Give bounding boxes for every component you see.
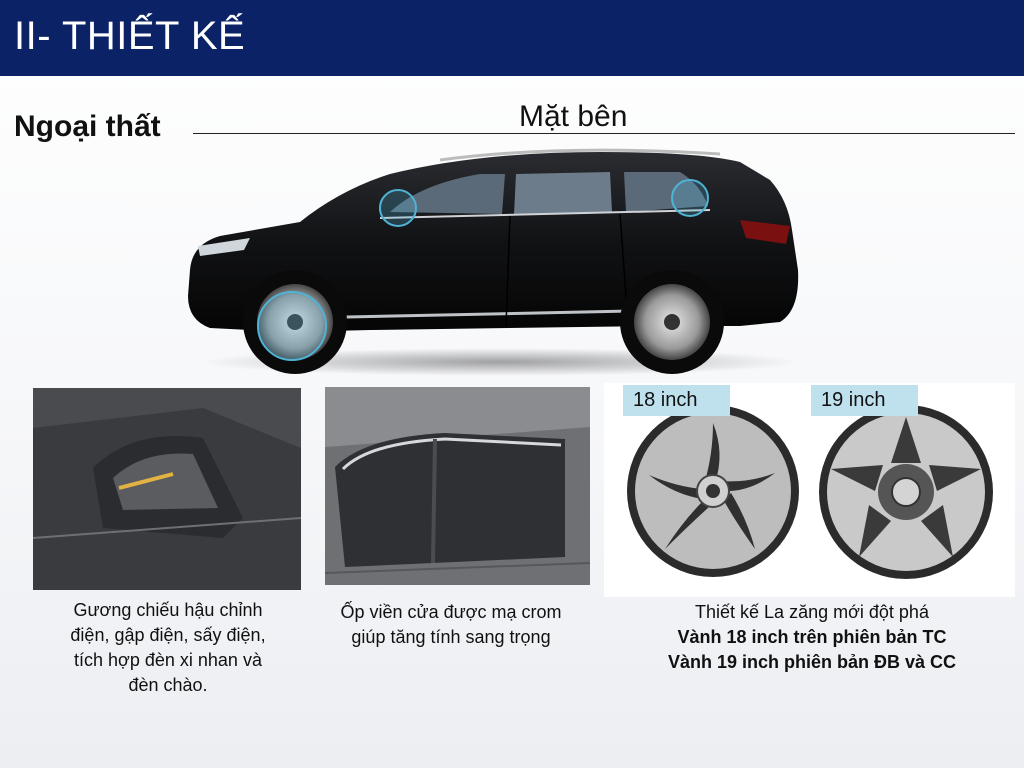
caption-window-line: Ốp viền cửa được mạ crom: [340, 602, 562, 622]
title-bar: [0, 0, 1024, 76]
mirror-photo: [33, 388, 301, 590]
caption-wheels-18: Vành 18 inch trên phiên bản TC: [677, 627, 947, 647]
wheel-18-image: [625, 403, 801, 579]
view-label: Mặt bên: [519, 100, 628, 133]
caption-wheels-19: Vành 19 inch phiên bản ĐB và CC: [667, 652, 957, 672]
slide-title: II- THIẾT KẾ: [14, 14, 246, 58]
section-label: Ngoại thất: [14, 110, 161, 143]
caption-mirror-line: điện, gập điện, sấy điện,: [70, 625, 266, 645]
tag-19-inch: 19 inch: [811, 385, 918, 416]
caption-window-line: giúp tăng tính sang trọng: [351, 627, 551, 647]
caption-window: [316, 600, 586, 650]
window-highlight-icon: [672, 180, 708, 216]
window-trim-photo: [325, 387, 590, 585]
wheel-19-image: [817, 403, 995, 581]
wheel-highlight-icon: [258, 292, 326, 360]
tag-18-inch: 18 inch: [623, 385, 730, 416]
caption-wheels-intro: Thiết kế La zăng mới đột phá: [695, 602, 929, 622]
caption-mirror: [40, 598, 296, 698]
caption-mirror-line: Gương chiếu hậu chỉnh: [73, 600, 263, 620]
caption-mirror-line: đèn chào.: [128, 675, 208, 695]
mirror-highlight-icon: [380, 190, 416, 226]
section-divider: [193, 133, 1015, 134]
caption-mirror-line: tích hợp đèn xi nhan và: [74, 650, 262, 670]
caption-wheels: [612, 600, 1012, 675]
car-side-image: [180, 140, 810, 380]
